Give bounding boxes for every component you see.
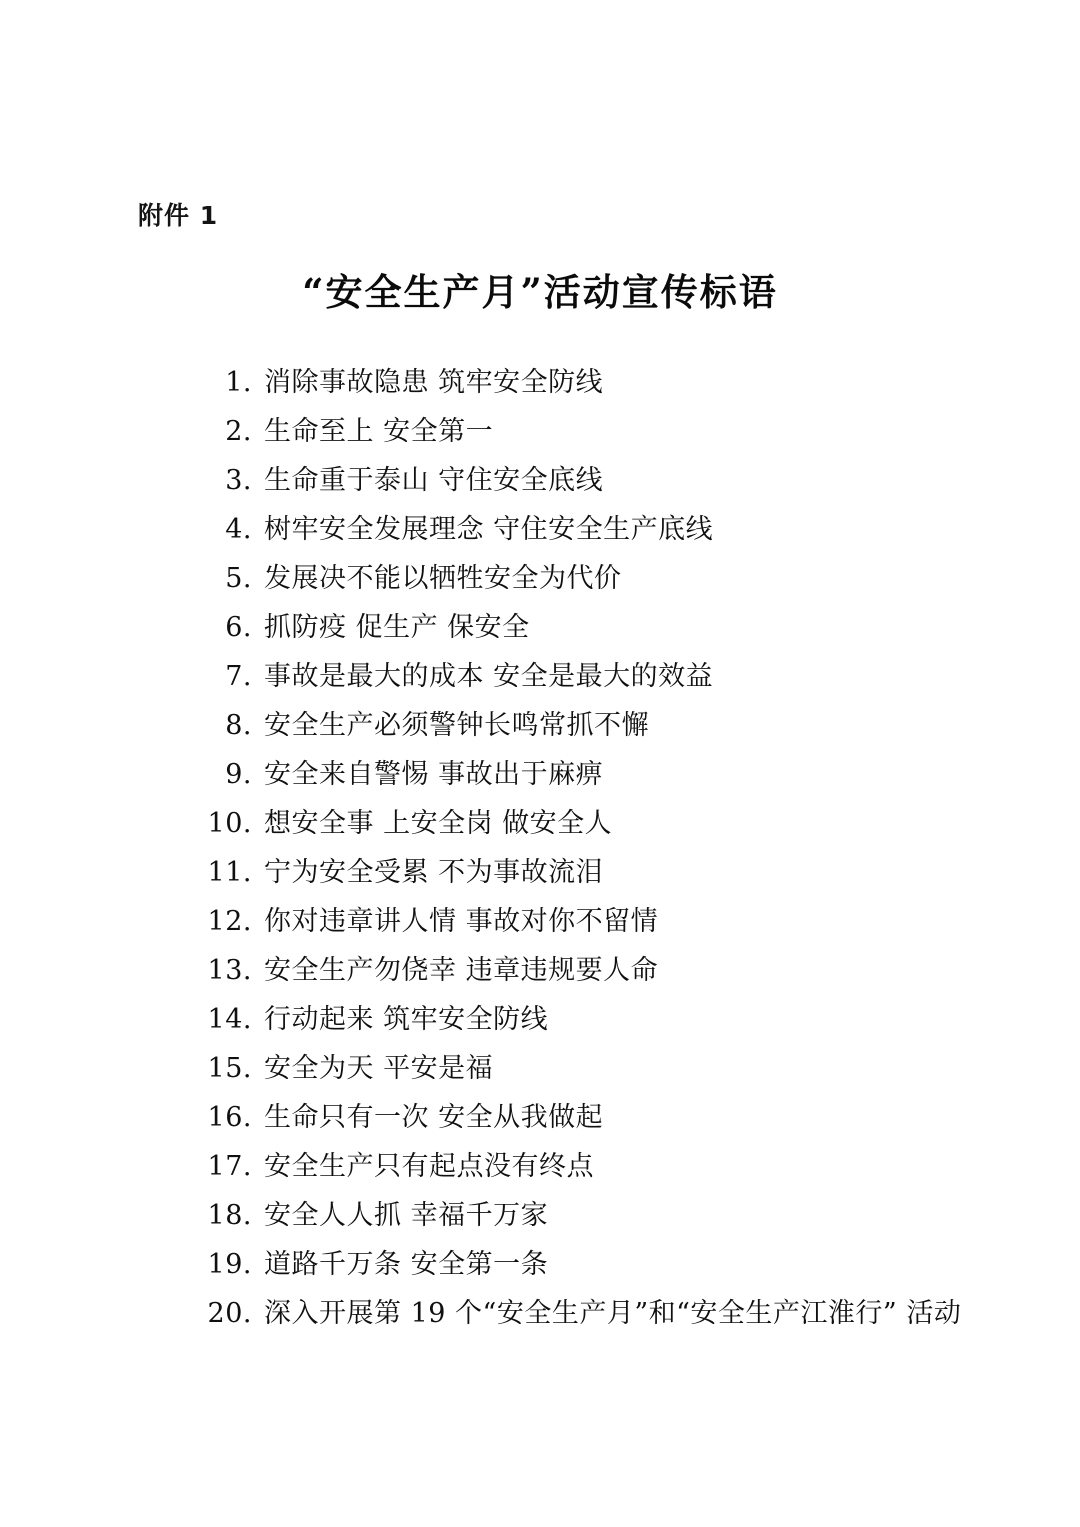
slogan-list: [196, 358, 996, 1338]
list-item: [196, 946, 996, 995]
list-item-number: 3.: [225, 465, 252, 496]
list-item: [196, 701, 996, 750]
list-item-number: 15.: [207, 1053, 252, 1084]
list-item: [196, 652, 996, 701]
list-item: [196, 505, 996, 554]
list-item-number: 7.: [225, 661, 252, 692]
list-item: [196, 799, 996, 848]
list-item-text: 事故是最大的成本 安全是最大的效益: [264, 661, 714, 692]
list-item-text: 安全人人抓 幸福千万家: [264, 1200, 549, 1231]
list-item-number: 14.: [207, 1004, 252, 1035]
list-item: [196, 1240, 996, 1289]
list-item-number: 13.: [207, 955, 252, 986]
list-item: [196, 750, 996, 799]
list-item-number: 11.: [207, 857, 252, 888]
list-item: [196, 1093, 996, 1142]
list-item-text: 消除事故隐患 筑牢安全防线: [264, 367, 604, 398]
list-item-number: 1.: [225, 367, 252, 398]
list-item: [196, 1142, 996, 1191]
list-item-number: 12.: [207, 906, 252, 937]
list-item: [196, 358, 996, 407]
list-item-text: 安全为天 平安是福: [264, 1053, 494, 1084]
list-item-text: 安全生产勿侥幸 违章违规要人命: [264, 955, 659, 986]
list-item-text: 安全生产只有起点没有终点: [264, 1151, 594, 1182]
list-item-number: 2.: [225, 416, 252, 447]
list-item-text: 道路千万条 安全第一条: [264, 1249, 549, 1280]
list-item-text: 发展决不能以牺牲安全为代价: [264, 563, 622, 594]
list-item-number: 5.: [225, 563, 252, 594]
list-item-number: 17.: [207, 1151, 252, 1182]
list-item: [196, 554, 996, 603]
list-item: [196, 848, 996, 897]
list-item-text: 生命重于泰山 守住安全底线: [264, 465, 604, 496]
list-item-text: 生命只有一次 安全从我做起: [264, 1102, 604, 1133]
list-item-text: 深入开展第 19 个“安全生产月”和“安全生产江淮行” 活动: [264, 1298, 962, 1329]
list-item-text: 树牢安全发展理念 守住安全生产底线: [264, 514, 714, 545]
list-item-text: 生命至上 安全第一: [264, 416, 494, 447]
list-item-text: 安全来自警惕 事故出于麻痹: [264, 759, 604, 790]
list-item-text: 想安全事 上安全岗 做安全人: [264, 808, 613, 839]
list-item-number: 16.: [207, 1102, 252, 1133]
list-item: [196, 1191, 996, 1240]
list-item-number: 18.: [207, 1200, 252, 1231]
list-item-number: 10.: [207, 808, 252, 839]
list-item-number: 20.: [207, 1298, 252, 1329]
list-item-text: 宁为安全受累 不为事故流泪: [264, 857, 604, 888]
list-item: [196, 456, 996, 505]
list-item-number: 19.: [207, 1249, 252, 1280]
list-item-text: 抓防疫 促生产 保安全: [264, 612, 530, 643]
list-item-number: 9.: [225, 759, 252, 790]
page-title: “安全生产月”活动宣传标语: [302, 270, 778, 314]
list-item: [196, 995, 996, 1044]
list-item: [196, 603, 996, 652]
list-item: [196, 407, 996, 456]
list-item-text: 安全生产必须警钟长鸣常抓不懈: [264, 710, 649, 741]
list-item-number: 4.: [225, 514, 252, 545]
list-item-number: 8.: [225, 710, 252, 741]
list-item-text: 你对违章讲人情 事故对你不留情: [264, 906, 659, 937]
list-item: [196, 897, 996, 946]
list-item: [196, 1044, 996, 1093]
list-item-number: 6.: [225, 612, 252, 643]
list-item: [196, 1289, 996, 1338]
attachment-label: 附件 1: [138, 201, 219, 230]
list-item-text: 行动起来 筑牢安全防线: [264, 1004, 549, 1035]
